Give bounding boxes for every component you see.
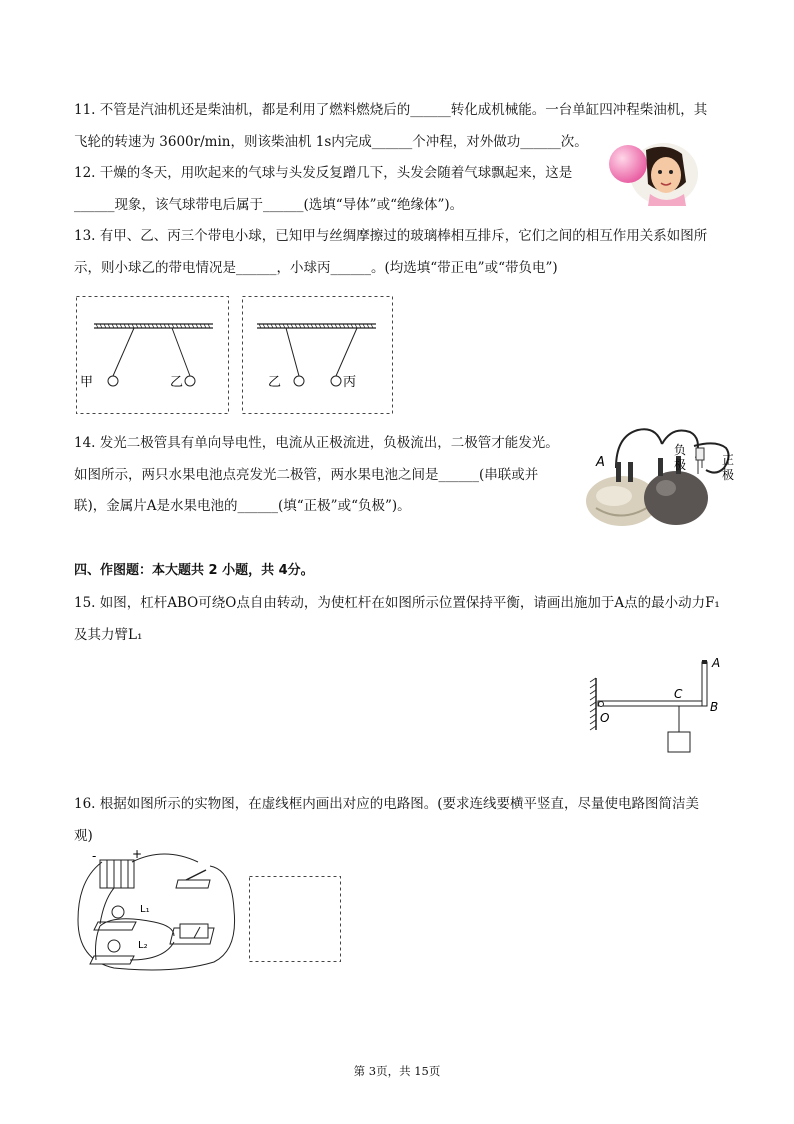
q15-line1: 15. 如图，杠杆ABO可绕O点自由转动，为使杠杆在如图所示位置保持平衡，请画出施加于A点的最小动力F₁ — [74, 595, 720, 611]
q12-line2: ______现象，该气球带电后属于______(选填“导体”或“绝缘体”)。 — [74, 197, 464, 213]
ball-label-bing: 丙 — [343, 375, 357, 390]
lever-label-a: A — [712, 656, 721, 670]
charged-balls-figure-1 — [76, 296, 229, 414]
section-heading: 四、作图题：本大题共 2 小题，共 4分。 — [74, 563, 314, 578]
q12-line1: 12. 干燥的冬天，用吹起来的气球与头发反复蹭几下，头发会随着气球飘起来，这是 — [74, 165, 573, 181]
bulb-l1-label: L₁ — [140, 904, 150, 915]
q14-line3: 联)，金属片A是水果电池的______(填“正极”或“负极”)。 — [74, 498, 411, 514]
q14-line1: 14. 发光二极管具有单向导电性，电流从正极流进，负极流出，二极管才能发光。 — [74, 435, 559, 451]
negative-label-2: 极 — [674, 458, 687, 472]
battery-minus-label: - — [92, 849, 97, 863]
ball-label-jia: 甲 — [80, 375, 94, 390]
metal-plate-a-label: A — [596, 455, 605, 470]
lever-label-b: B — [710, 700, 719, 714]
q13-line2: 示，则小球乙的带电情况是______，小球丙______。(均选填“带正电”或“带负电”) — [74, 260, 558, 276]
q15-line2: 及其力臂L₁ — [74, 627, 143, 643]
q11-line2: 飞轮的转速为 3600r/min，则该柴油机 1s内完成______个冲程，对外做功______次。 — [74, 134, 588, 150]
page-footer: 第 3页，共 15页 — [353, 1064, 441, 1078]
q16-line2: 观) — [74, 828, 93, 844]
lever-label-o: O — [600, 711, 610, 725]
q11-line1: 11. 不管是汽油机还是柴油机，都是利用了燃料燃烧后的______转化成机械能。一台单缸四冲程柴油机，其 — [74, 102, 708, 118]
q13-line1: 13. 有甲、乙、丙三个带电小球，已知甲与丝绸摩擦过的玻璃棒相互排斥，它们之间的相互作用关系如图所 — [74, 228, 708, 244]
charged-balls-figure-2 — [242, 296, 393, 414]
circuit-physical-figure — [74, 847, 246, 972]
positive-label-1: 正 — [722, 453, 735, 467]
ball-label-yi: 乙 — [170, 375, 184, 390]
ball-label-yi-2: 乙 — [268, 375, 282, 390]
bulb-l2-label: L₂ — [138, 940, 148, 951]
girl-balloon-image — [606, 142, 698, 206]
lever-label-c: C — [674, 687, 683, 701]
q14-line2: 如图所示，两只水果电池点亮发光二极管，两水果电池之间是______(串联或并 — [74, 467, 539, 483]
lever-figure — [584, 656, 734, 760]
positive-label-2: 极 — [722, 468, 735, 482]
answer-box[interactable] — [249, 876, 341, 962]
negative-label-1: 负 — [674, 443, 687, 457]
q16-line1: 16. 根据如图所示的实物图，在虚线框内画出对应的电路图。(要求连线要横平竖直，尽量使电路图简洁美 — [74, 796, 700, 812]
fruit-battery-image — [576, 418, 744, 530]
battery-plus-label: + — [132, 847, 143, 861]
